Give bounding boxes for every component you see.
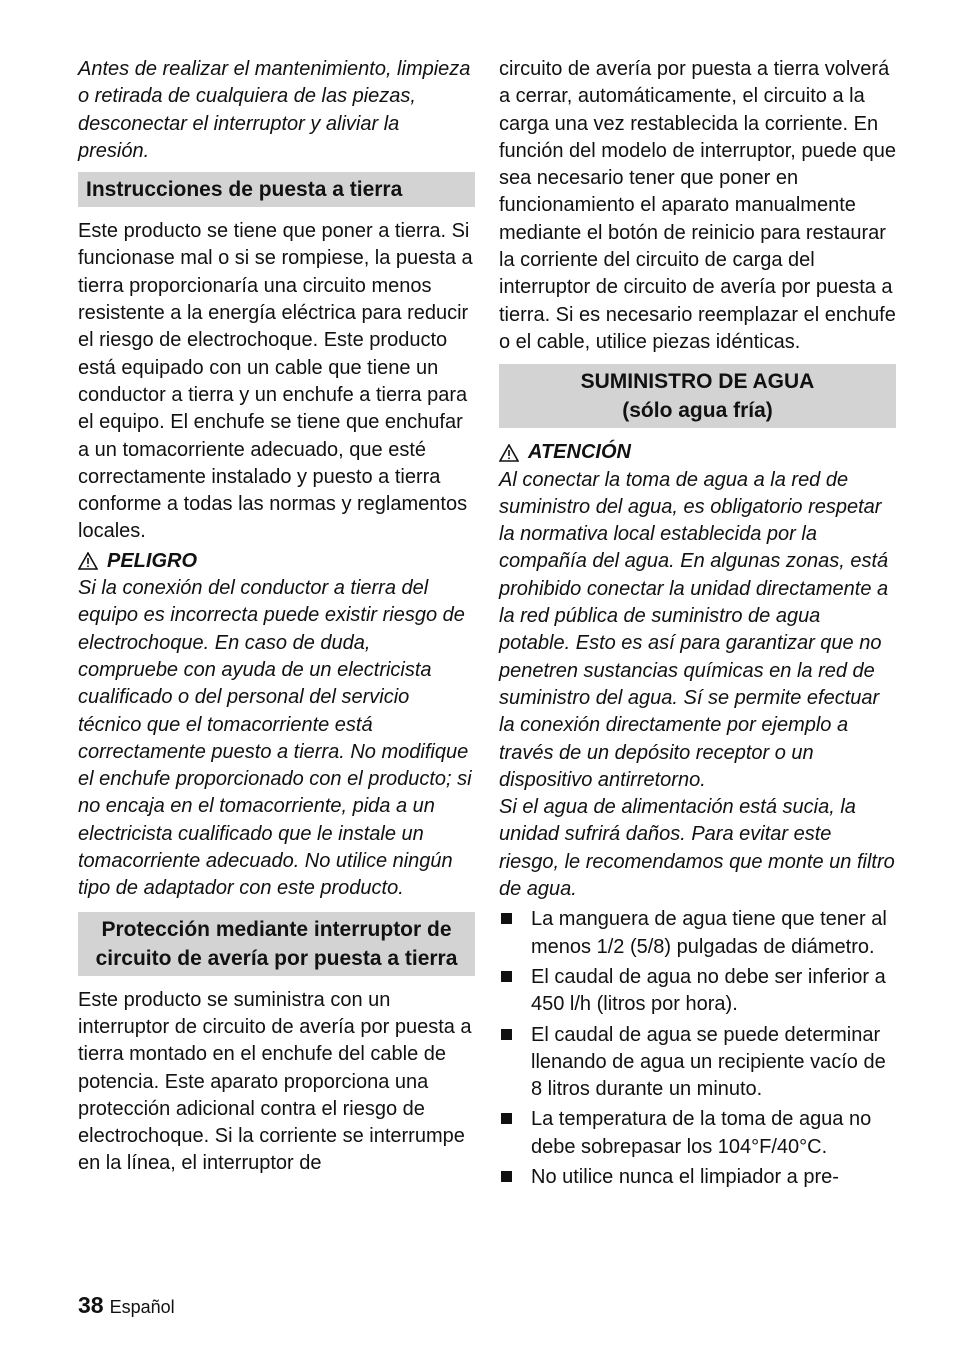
gfci-heading: Protección mediante interruptor de circuito de avería por puesta a tierra	[78, 912, 475, 976]
language-label: Español	[109, 1297, 175, 1317]
maintenance-intro: Antes de realizar el mantenimiento, limpieza o retirada de cualquiera de las piezas, desconectar el interruptor y aliviar la presión.	[78, 58, 471, 162]
warning-triangle-icon	[78, 552, 98, 570]
bullet-square-icon	[501, 1029, 512, 1040]
list-item: No utilice nunca el limpiador a pre-	[499, 1164, 896, 1191]
bullet-square-icon	[501, 913, 512, 924]
page-number: 38	[78, 1292, 104, 1318]
attention-label: ATENCIÓN	[528, 441, 631, 464]
left-column	[78, 56, 475, 1178]
gfci-continued-text: circuito de avería por puesta a tierra volverá a cerrar, automáticamente, el circuito a la carga una vez restablecida la corriente. En función del modelo de interruptor, puede que sea necesario tener que poner en funcionamiento el aparato manualmente mediante el botón de reinicio para restaurar la corriente del circuito de carga del interruptor de circuito de avería por puesta a tierra. Si es necesario reemplazar el enchufe o el cable, utilice piezas idénticas.	[499, 58, 896, 353]
water-requirements-list	[499, 906, 896, 1191]
water-supply-heading	[499, 364, 896, 428]
grounding-text: Este producto se tiene que poner a tierra. Si funcionase mal o si se rompiese, la puesta a tierra proporcionaría una circuito menos resistente a la energía eléctrica para reducir el riesgo de electrochoque. Este producto está equipado con un cable que tiene un conductor a tierra y un enchufe a tierra para el equipo. El enchufe se tiene que enchufar a un tomacorriente adecuado, que esté correctamente instalado y puesto a tierra conforme a todas las normas y reglamentos locales.	[78, 220, 473, 543]
grounding-heading: Instrucciones de puesta a tierra	[78, 172, 475, 207]
danger-text: Si la conexión del conductor a tierra del equipo es incorrecta puede existir riesgo de electrochoque. En caso de duda, compruebe con ayuda de un electricista cualificado o del personal del servicio técnico que el tomacorriente está correctamente puesto a tierra. No modifique el enchufe proporcionado con el producto; si no encaja en el tomacorriente, pida a un electricista cualificado que le instale un tomacorriente adecuado. No utilice ningún tipo de adaptador con este producto.	[78, 577, 472, 900]
attention-warning	[499, 439, 896, 466]
attention-filter-text: Si el agua de alimentación está sucia, la unidad sufrirá daños. Para evitar este riesgo, le recomendamos que monte un filtro de agua.	[499, 796, 895, 901]
danger-warning	[78, 548, 475, 575]
right-column	[499, 56, 896, 1194]
gfci-text: Este producto se suministra con un interruptor de circuito de avería por puesta a tierra montado en el enchufe del cable de potencia. Este aparato proporciona una protección adicional contra el riesgo de electrochoque. Si la corriente se interrumpe en la línea, el interruptor de	[78, 988, 472, 1175]
danger-label: PELIGRO	[107, 549, 198, 572]
bullet-square-icon	[501, 1171, 512, 1182]
warning-triangle-icon	[499, 444, 519, 462]
attention-text: Al conectar la toma de agua a la red de suministro del agua, es obligatorio respetar la normativa local establecida por la compañía del agua. En algunas zonas, está prohibido conectar la unidad directamente a la red pública de suministro de agua potable. Esto es así para garantizar que no penetren sustancias químicas en la red de suministro del agua. Sí se permite efectuar la conexión directamente por ejemplo a través de un depósito receptor o un dispositivo antirretorno.	[499, 468, 889, 791]
page-footer	[78, 1292, 175, 1319]
water-supply-subtitle: (sólo agua fría)	[622, 399, 773, 423]
list-item: El caudal de agua no debe ser inferior a 450 l/h (litros por hora).	[499, 964, 896, 1019]
list-item: La temperatura de la toma de agua no debe sobrepasar los 104°F/40°C.	[499, 1106, 896, 1161]
list-item: La manguera de agua tiene que tener al menos 1/2 (5/8) pulgadas de diámetro.	[499, 906, 896, 961]
list-item: El caudal de agua se puede determinar llenando de agua un recipiente vacío de 8 litros durante un minuto.	[499, 1022, 896, 1104]
bullet-square-icon	[501, 971, 512, 982]
bullet-square-icon	[501, 1113, 512, 1124]
water-supply-title: SUMINISTRO DE AGUA	[580, 370, 815, 394]
